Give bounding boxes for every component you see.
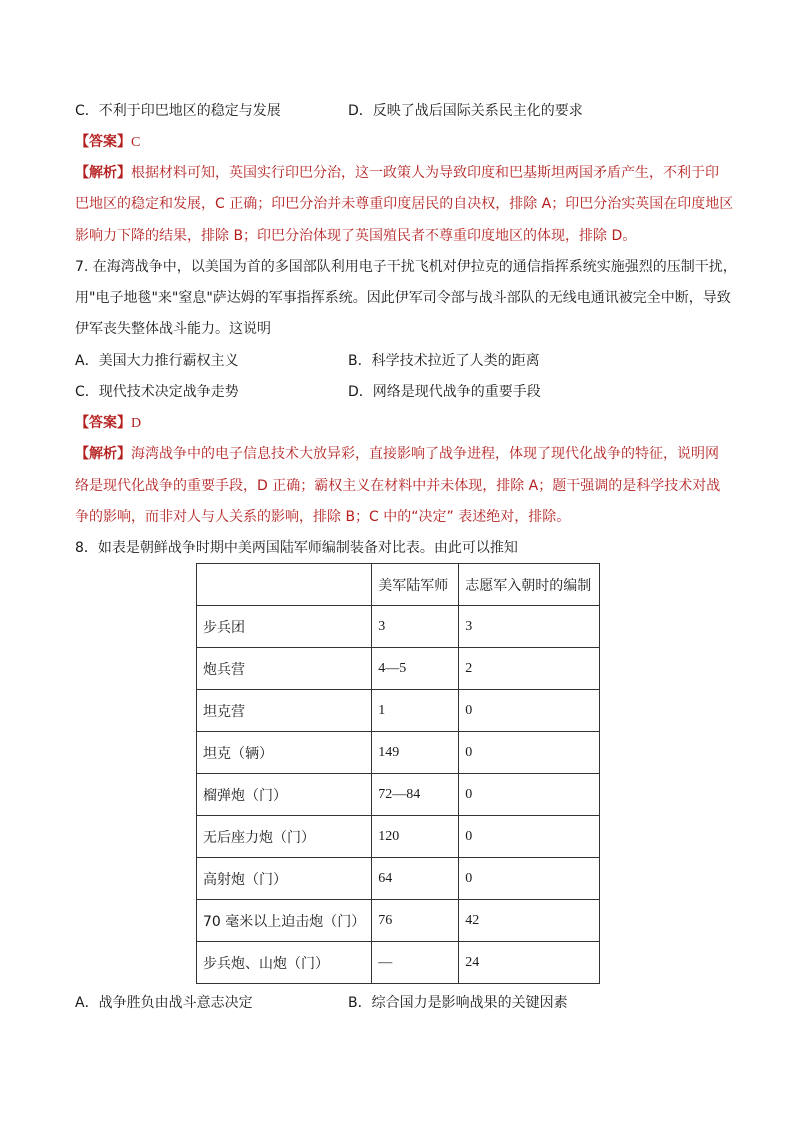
table-cell: 149 (372, 732, 459, 774)
q6-option-c: C．不利于印巴地区的稳定与发展 (75, 103, 281, 119)
table-row (197, 900, 600, 942)
answer-tag: 【答案】 (75, 134, 131, 150)
q7-stem-line-3: 伊军丧失整体战斗能力。这说明 (75, 321, 271, 337)
table-header-cell: 美军陆军师 (372, 564, 459, 606)
table-cell: 2 (459, 648, 600, 690)
analysis-tag: 【解析】 (75, 165, 131, 181)
table-row (197, 816, 600, 858)
q7-stem-line-1: 7. 在海湾战争中，以美国为首的多国部队利用电子干扰飞机对伊拉克的通信指挥系统实施强烈的压制干扰， (75, 259, 737, 275)
q7-option-a: A．美国大力推行霸权主义 (75, 353, 239, 369)
table-cell: 榴弹炮（门） (197, 774, 372, 816)
q7-option-b: B．科学技术拉近了人类的距离 (348, 353, 540, 369)
q7-answer (75, 413, 141, 434)
q8-option-b: B．综合国力是影响战果的关键因素 (348, 995, 568, 1011)
table-cell: 3 (372, 606, 459, 648)
table-cell: 步兵团 (197, 606, 372, 648)
table-row (197, 690, 600, 732)
q8-option-a: A．战争胜负由战斗意志决定 (75, 995, 253, 1011)
table-cell: 坦克（辆） (197, 732, 372, 774)
table-cell: 4—5 (372, 648, 459, 690)
table-cell: 步兵炮、山炮（门） (197, 942, 372, 984)
table-row (197, 774, 600, 816)
q8-stem: 8．如表是朝鲜战争时期中美两国陆军师编制装备对比表。由此可以推知 (75, 540, 518, 556)
table-cell: 0 (459, 858, 600, 900)
q7-option-d: D．网络是现代战争的重要手段 (348, 384, 541, 400)
table-cell: 76 (372, 900, 459, 942)
table-row (197, 606, 600, 648)
q6-answer (75, 132, 140, 153)
table-cell: 42 (459, 900, 600, 942)
table-cell: 高射炮（门） (197, 858, 372, 900)
table-header-row (197, 564, 600, 606)
table-cell: 64 (372, 858, 459, 900)
table-row (197, 858, 600, 900)
comparison-table (196, 563, 600, 984)
table-cell: 0 (459, 774, 600, 816)
analysis-text: 根据材料可知，英国实行印巴分治，这一政策人为导致印度和巴基斯坦两国矛盾产生，不利于印 (131, 165, 719, 181)
analysis-tag: 【解析】 (75, 446, 131, 462)
table-cell: 无后座力炮（门） (197, 816, 372, 858)
table-cell: 1 (372, 690, 459, 732)
table-cell: — (372, 942, 459, 984)
q6-analysis-line-2: 巴地区的稳定和发展，C 正确；印巴分治并未尊重印度居民的自决权，排除 A；印巴分治实英国在印度地区 (75, 196, 734, 212)
table-cell: 炮兵营 (197, 648, 372, 690)
table-cell: 120 (372, 816, 459, 858)
answer-value: D (131, 416, 142, 431)
table-header-cell (197, 564, 372, 606)
answer-value: C (131, 135, 141, 150)
table-cell: 坦克营 (197, 690, 372, 732)
table-cell: 72—84 (372, 774, 459, 816)
q7-analysis-line-3: 争的影响，而非对人与人关系的影响，排除 B；C 中的“决定” 表述绝对，排除。 (75, 509, 571, 525)
answer-tag: 【答案】 (75, 415, 131, 431)
q7-option-c: C．现代技术决定战争走势 (75, 384, 239, 400)
q7-stem-line-2: 用"电子地毯"来"窒息"萨达姆的军事指挥系统。因此伊军司令部与战斗部队的无线电通讯被完全中断，导致 (75, 290, 731, 306)
table-cell: 70 毫米以上迫击炮（门） (197, 900, 372, 942)
q6-option-d: D．反映了战后国际关系民主化的要求 (348, 103, 583, 119)
q7-analysis-line-1 (75, 444, 719, 464)
table-cell: 3 (459, 606, 600, 648)
table-header-cell: 志愿军入朝时的编制 (459, 564, 600, 606)
analysis-text: 海湾战争中的电子信息技术大放异彩，直接影响了战争进程，体现了现代化战争的特征，说明网 (131, 446, 719, 462)
table-cell: 0 (459, 816, 600, 858)
table-row (197, 648, 600, 690)
table-cell: 0 (459, 690, 600, 732)
table-cell: 0 (459, 732, 600, 774)
q7-analysis-line-2: 络是现代化战争的重要手段，D 正确；霸权主义在材料中并未体现，排除 A；题干强调的是科学技术对战 (75, 478, 721, 494)
table-cell: 24 (459, 942, 600, 984)
q6-analysis-line-1 (75, 163, 719, 183)
table-row (197, 732, 600, 774)
table-row (197, 942, 600, 984)
q6-analysis-line-3: 影响力下降的结果，排除 B；印巴分治体现了英国殖民者不尊重印度地区的体现，排除 D。 (75, 228, 637, 244)
